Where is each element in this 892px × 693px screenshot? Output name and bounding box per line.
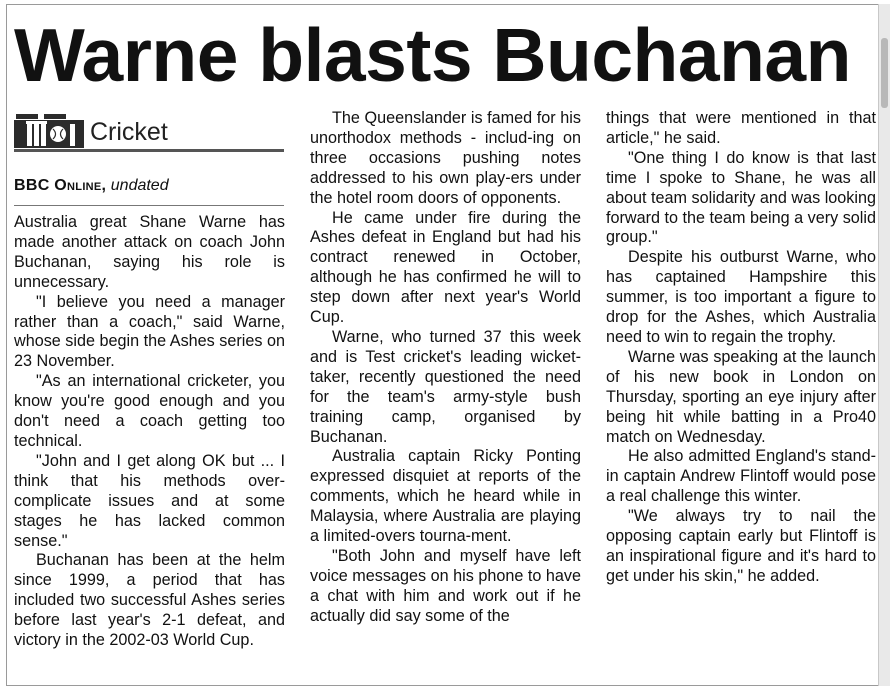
section-rule [14, 149, 284, 152]
article-column-1 [14, 213, 285, 651]
paragraph: Australia great Shane Warne has made another attack on coach John Buchanan, saying his role is unnecessary. [14, 213, 285, 291]
article-column-2 [310, 109, 581, 627]
section-label: Cricket [90, 118, 168, 146]
paragraph: He came under fire during the Ashes defeat in England but had his contract renewed in October, although he has confirmed he will to step down after next year's World Cup. [310, 208, 581, 327]
section-header [14, 108, 284, 150]
byline-source: BBC Online, [14, 177, 107, 194]
paragraph: "I believe you need a manager rather than a coach," said Warne, whose side begin the Ashes series on 23 November. [14, 292, 285, 371]
paragraph: "We always try to nail the opposing captain early but Flintoff is an inspirational figure and it's hard to get under his skin," he added. [606, 507, 876, 585]
byline-date: undated [110, 177, 169, 194]
paragraph: Despite his outburst Warne, who has captained Hampshire this summer, is too important a figure to drop for the Ashes, which Australia need to win to regain the trophy. [606, 248, 876, 346]
paragraph: Australia captain Ricky Ponting expressed disquiet at reports of the comments, which he heard while in Malaysia, where Australia are playing a limited-overs tourna-ment. [310, 447, 581, 546]
paragraph: things that were mentioned in that article," he said. [606, 109, 876, 147]
paragraph: The Queenslander is famed for his unorthodox methods - includ-ing on three occasions pushing notes addressed to his own play-ers under the hotel room doors of opponents. [310, 109, 581, 207]
cricket-stumps-ball-icon [14, 112, 84, 148]
paragraph: "One thing I do know is that last time I spoke to Shane, he was all about team solidarity and was looking forward to the team being a very solid group." [606, 148, 876, 247]
scrollbar-thumb[interactable] [881, 38, 888, 108]
paragraph: "Both John and myself have left voice messages on his phone to have a chat with him and work out if he actually did say some of the [310, 546, 581, 625]
byline [14, 176, 169, 196]
paragraph: Warne, who turned 37 this week and is Test cricket's leading wicket-taker, recently questioned the need for the team's army-style bush training camp, organised by Buchanan. [310, 327, 581, 446]
paragraph: He also admitted England's stand-in captain Andrew Flintoff would pose a real challenge this winter. [606, 447, 876, 506]
paragraph: Buchanan has been at the helm since 1999, a period that has included two successful Ashes series before last year's 2-1 defeat, and victory in the 2002-03 World Cup. [14, 551, 285, 650]
article-column-3 [606, 109, 876, 587]
paragraph: Warne was speaking at the launch of his new book in London on Thursday, sporting an eye injury after being hit while batting in a Pro40 match on Wednesday. [606, 347, 876, 446]
paragraph: "John and I get along OK but ... I think that his methods over-complicate issues and at some stages he has lacked common sense." [14, 451, 285, 550]
headline: Warne blasts Buchanan [14, 13, 851, 97]
paragraph: "As an international cricketer, you know you're good enough and you don't need a coach getting too technical. [14, 372, 285, 450]
vertical-scrollbar[interactable] [878, 4, 890, 686]
byline-divider [14, 205, 284, 206]
